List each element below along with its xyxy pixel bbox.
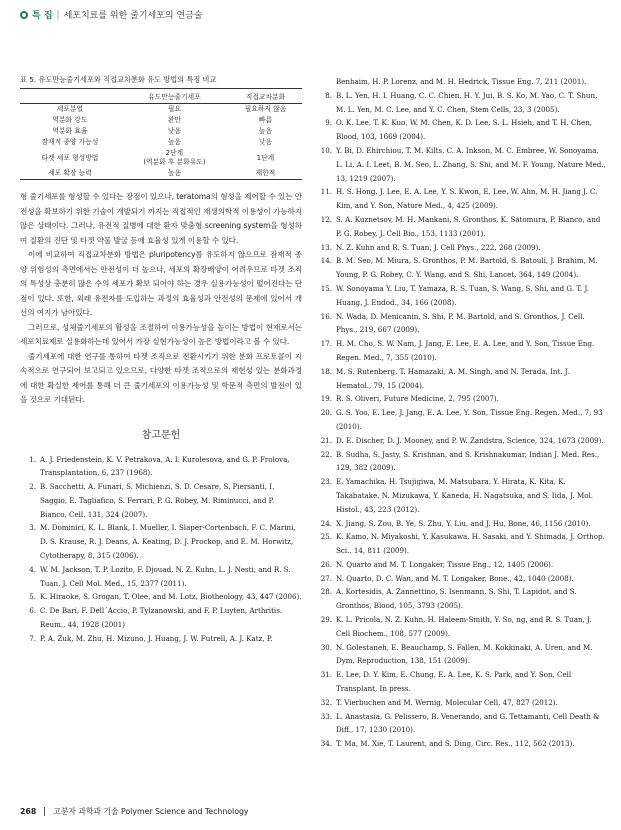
row-label: 잠재적 종양 가능성 xyxy=(41,138,99,146)
page-number: 268 xyxy=(20,807,37,816)
row-value-ipsc: 완만 xyxy=(167,116,181,124)
reference-item: 28. A. Kortesidis, A. Zannettino, S. Isenmann, S. Shi, T. Lapidot, and S. Gronthos, Blood, 105, 3793 (2005). xyxy=(320,587,577,611)
reference-item: 20. G. S. Yoo, E. Lee, J. Jang, E. A. Lee, Y. Son, Tissue Eng. Regen. Med., 7, 93 (2010). xyxy=(320,408,603,431)
reference-item: 5. K. Hiraoke, S. Grogan, T. Olee, and M. Lotz, Biotheology, 43, 447 (2006). xyxy=(29,592,302,602)
table-row xyxy=(20,168,302,180)
row-label: 역분화 효율 xyxy=(52,127,88,135)
reference-item: 24. X. Jiang, S. Zou, B. Ye, S. Zhu, Y. Liu, and J. Hu, Bone, 46, 1156 (2010). xyxy=(320,518,591,528)
reference-item: 31. E. Lee, D. Y. Kim, E. Chung, E. A. Lee, K. S. Park, and Y. Son, Cell Transplant, In press. xyxy=(320,670,572,694)
table-title: 표 5. 유도만능줄기세포와 직접교차분화 유도 방법의 특징 비교 xyxy=(20,75,217,84)
right-column xyxy=(314,75,606,751)
row-value-line1: 2단계 xyxy=(165,149,184,157)
header-separator: | xyxy=(56,9,60,20)
row-value-direct: 1단계 xyxy=(256,153,275,162)
reference-item: 30. N. Golestaneh, E. Beauchamp, S. Fallen, M. Kokkinaki, A. Uren, and M. Dym, Reproduction, 138, 151 (2009). xyxy=(320,642,593,666)
reference-item: 4. W. M. Jackson, T. P. Lozito, F. Djouad, N. Z. Kuhn, L. J. Nesti, and R. S. Tuan, J. Cell Mol. Med., 15, 2377 (2011). xyxy=(29,564,291,588)
references-list-left xyxy=(20,453,302,646)
references-heading: 참고문헌 xyxy=(141,429,181,441)
reference-item: 16. N. Wada, D. Menicanin, S. Shi, P. M. Bartold, and S. Gronthos, J. Cell. Phys., 219, 667 (2009). xyxy=(320,311,585,335)
row-value-line2: (역분화 후 분화유도) xyxy=(143,158,206,166)
reference-item: 22. B. Sudha, S. Jasty, S. Krishnan, and S. Krishnakumar, Indian J. Med. Res., 129, 382 (2009). xyxy=(320,449,600,473)
reference-item: 23. E. Yamachika, H. Tsujigiwa, M. Matsubara, Y. Hirata, K. Kita, K. Takabatake, N. Mizukawa, Y. Kaneda, H. Nagatsuka, and S. Iida, J. Mol. Histol., 43, 223 (2012). xyxy=(320,477,594,514)
reference-item: 26. N. Quarto and M. T. Longaker, Tissue Eng., 12, 1405 (2006). xyxy=(320,559,554,569)
reference-item: 9. O. K. Lee, T. K. Kuo, W. M. Chen, K. D. Lee, S. L. Hsieh, and T. H. Chen, Blood, 103, 1669 (2004). xyxy=(325,118,593,142)
row-label: 세포 확장 능력 xyxy=(20,168,120,180)
reference-item: 3. M. Dominici, K. L. Blank, I. Mueller, I. Slaper-Cortenbach, F. C. Marini, D. S. Krause, R. J. Deans, A. Keating, D. J. Prockop, and E. M. Horwitz, Cytotherapy, 8, 315 (2006). xyxy=(29,523,296,561)
table-row xyxy=(20,104,302,116)
row-label: 세포분열 xyxy=(56,105,84,113)
row-value-ipsc: 필요 xyxy=(167,105,181,113)
row-value-direct: 빠름 xyxy=(258,116,273,124)
reference-item: 32. T. Vierbuchen and M. Wernig, Molecular Cell, 47, 827 (2012). xyxy=(320,697,558,707)
left-column xyxy=(20,75,302,646)
row-value-direct: 필요하지 않음 xyxy=(244,105,287,113)
comparison-table xyxy=(20,88,302,180)
reference-item: 21. D. E. Discher, D. J. Mooney, and P. W. Zandstra, Science, 324, 1673 (2009). xyxy=(320,435,604,445)
table-header-empty xyxy=(20,89,120,104)
reference-item: 15. W. Sonoyama Y. Liu, T. Yamaza, R. S. Tuan, S. Wang, S. Shi, and G. T. J. Huang, J. Endod., 34, 166 (2008). xyxy=(320,283,590,307)
paragraph: 줄기세포에 대한 연구를 통하여 타겟 조직으로 전환시키기 위한 분화 프로토콜이 지속적으로 연구되어 보고되고 있으므로, 다양한 타겟 조직으로의 재현성 있는 분화과정에 대한 확실한 제어를 통해 더 큰 줄기세포의 이용가능성 및 학문적 측면의 발전이 있을 것으로 기대된다. xyxy=(20,351,302,404)
section-tag: 특 집 xyxy=(32,11,53,21)
reference-item: 27. N. Quarto, D. C. Wan, and M. T. Longaker, Bone., 42, 1040 (2008). xyxy=(320,573,574,583)
reference-item: 10. Y. Bi, D. Ehirchiou, T. M. Kilts, C. A. Inkson, M. C. Embree, W. Sonoyama, L. Li, A. I. Leet, B. M. Seo, L. Zhang, S. Shi, and M. F. Young, Nature Med., 13, 1219 (2007). xyxy=(320,145,606,183)
reference-item: 13. N. Z. Kuhn and R. S. Tuan, J. Cell Phys., 222, 268 (2009). xyxy=(320,242,541,252)
reference-item: 1. A. J. Friedenstein, K. V. Petrakova, A. I. Kurolesova, and G. P. Frolova, Transplantation, 6, 237 (1968). xyxy=(29,454,290,478)
row-value-ipsc xyxy=(120,148,229,168)
reference-item: 11. H. S. Hong, J. Lee, E. A. Lee, Y. S. Kwon, E. Lee, W. Ahn, M. H. Jiang J. C. Kim, and Y. Son, Nature Med., 4, 425 (2009). xyxy=(320,187,598,211)
body-text xyxy=(20,190,302,408)
reference-item: 14. B. M. Seo, M. Miura, S. Gronthos, P. M. Bartold, S. Batouli, J. Brahim, M. Young, P. G. Robey, C. Y. Wang, and S. Shi, Lancet, 364, 149 (2004). xyxy=(320,256,598,280)
paragraph: 형 줄기세포를 형성할 수 있다는 장점이 있으나, teratoma의 형성을 제어할 수 있는 안전성을 확보하기 위한 기술이 개발되기 까지는 직접적인 재생의학적 이용성이 가능하지 않은 상태이다. 그러나, 유전적 질병에 대한 환자 맞춤형 screening system을 형성하여 질환의 진단 및 타겟 약물 발굴 등에 효율성 있게 이용할 수 있다. xyxy=(20,192,302,245)
table-row xyxy=(20,115,302,126)
reference-item: 7. P. A. Zuk, M. Zhu, H. Mizuno, J. Huang, J. W. Futrell, A. J. Katz, P. xyxy=(29,633,273,643)
reference-item: 29. K. L. Pricola, N. Z. Kuhn, H. Haleem-Smith, Y. So, ng, and R. S. Tuan, J. Cell Biochem., 108, 577 (2009). xyxy=(320,615,592,638)
reference-item: 25. K. Kamo, N. Miyakoshi, Y. Kasukawa, H. Sasaki, and Y. Shimada, J. Orthop. Sci., 14, 811 (2009). xyxy=(320,532,605,556)
row-label: 역분화 강도 xyxy=(52,116,88,124)
reference-item: 18. M. S. Rutenberg, T. Hamazaki, A. M. Singh, and N. Terada, Int. J. Hematol., 79, 15 (2004). xyxy=(320,366,570,390)
reference-item: Benhaim, H. P. Lorenz, and M. H. Hedrick, Tissue Eng. 7, 211 (2001). xyxy=(336,77,587,86)
paragraph: 이에 비교하여 직접교차분화 방법은 pluripotency를 유도하지 않으므로 잠재적 종양 위험성의 측면에서는 안전성이 더 높으나, 세포의 확장배양이 어려우므로 타겟 조직의 특성상 충분히 많은 수의 세포가 확보 되어야 하는 경우 실용가능성이 떨어진다는 단점이 있다. 또한, 외래 유전자를 도입하는 과정의 효율성과 안전성의 문제에 있어서 개선의 여지가 남아있다. xyxy=(20,250,302,317)
header-title: 세포치료를 위한 줄기세포의 연금술 xyxy=(63,11,203,21)
paragraph: 그러므로, 성체줄기세포의 활성을 조절하여 이용가능성을 높이는 방법이 현재로서는 세포치료제로 실용화하는데 있어서 가장 실현가능성이 높은 방법이라고 볼 수 있다. xyxy=(20,322,302,346)
reference-item: 33. L. Anastasia, G. Pelissero, B. Venerando, and G. Tettamanti, Cell Death & Diff., 17, 1230 (2010). xyxy=(320,711,600,735)
row-value-direct: 제한적 xyxy=(229,168,302,180)
reference-item: 19. R. S. Oliveri, Future Medicine, 2, 795 (2007). xyxy=(320,394,499,404)
reference-item: 34. T. Ma, M. Xie, T. Laurent, and S. Ding, Circ. Res., 112, 562 (2013). xyxy=(320,739,575,749)
footer-divider xyxy=(44,807,45,816)
row-value-direct: 높음 xyxy=(258,127,273,135)
running-header xyxy=(20,8,203,21)
reference-item: 8. B. L. Yen, H. I. Huang, C. C. Chien, H. Y. Jui, B. S. Ko, M. Yao, C. T. Shun, M. L. Yen, M. C. Lee, and Y. C. Chen, Stem Cells, 23, 3 (2005). xyxy=(325,90,598,114)
table-header-direct: 직접교차분화 xyxy=(229,89,302,104)
row-label: 타겟 세포 형성방법 xyxy=(41,153,99,162)
table-row xyxy=(20,148,302,168)
reference-item: 6. C. De Bari, F. Dell´Accio, P. Tylzanowski, and F. P. Luyten, Arthritis. Reum., 44, 1928 (2001) xyxy=(29,606,283,630)
reference-item: 17. H. M. Cho, S. W. Nam, J. Jang, E. Lee, E. A. Lee, and Y. Son, Tissue Eng. Regen. Med., 7, 355 (2010). xyxy=(320,339,595,362)
journal-name: 고분자 과학과 기술 Polymer Science and Technology xyxy=(53,807,249,816)
reference-item: 2. B. Sacchetti, A. Funari, S. Michienzi, S. D. Cesare, S. Piersanti, I. Saggio, E. Tagliafico, S. Ferrari, P. G. Robey, M. Riminucci, and P. Bianco, Cell, 131, 324 (2007). xyxy=(29,482,275,519)
section-bullet-icon xyxy=(20,11,28,19)
table-row xyxy=(20,137,302,148)
row-value-ipsc: 높음 xyxy=(167,138,181,146)
references-list-right xyxy=(314,75,606,751)
table-header-ipsc: 유도만능줄기세포 xyxy=(120,89,229,104)
row-value-ipsc: 높음 xyxy=(120,168,229,180)
table-row xyxy=(20,126,302,137)
reference-item: 12. S. A. Kuznetsov, M. H. Mankani, S. Gronthos, K. Satomura, P. Bianco, and P. G. Robey, J. Cell Bio., 153, 1133 (2001). xyxy=(320,214,601,238)
row-value-ipsc: 낮음 xyxy=(167,127,181,135)
page-footer xyxy=(20,806,249,817)
row-value-direct: 낮음 xyxy=(258,138,273,146)
